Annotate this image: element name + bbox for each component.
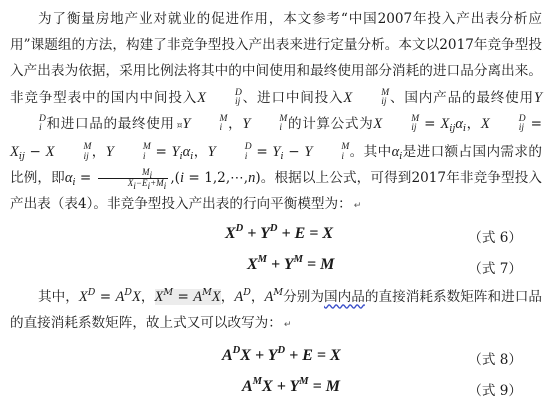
- equation-6-label: （式 6）: [468, 229, 522, 246]
- text: 年非竞争型投入产出表（表: [10, 170, 543, 213]
- text: 年投入产出表分析应用”课题组的方法，构建了非竞争型投入产出表来进行定量分析。本文以: [10, 11, 542, 54]
- text: 2007: [377, 11, 413, 27]
- math-xm-ij: X M ij: [343, 87, 390, 108]
- text: 。其中: [349, 144, 392, 161]
- formula-3: Y M i = $Y_i\alpha_i$: [105, 142, 194, 163]
- formula-xd: $X^D = A^DX$: [78, 286, 141, 305]
- paragraph-2: 其中，$X^D = A^DX$，$X^M = A^MX$，$A^D$，$A^M$分别为国内品的直接消耗系数矩阵和进口品的直接消耗系数矩阵，故上式又可以改写为： ↵: [10, 286, 543, 331]
- equation-9-formula: $A^MX + Y^M = M$: [242, 376, 340, 396]
- format-mark: ¤: [176, 120, 183, 131]
- text: ，: [220, 288, 235, 305]
- paragraph-1: 为了衡量房地产业对就业的促进作用，本文参考“中国2007年投入产出表分析应用”课题组的方法，构建了非竞争型投入产出表来进行定量分析。本文以2017年竞争型投入产出表为依据，采用比例法将其中的中间使用和最终使用部分消耗的进口品分离出来。非竞争型表中的国内中间投入X D ij 、进口中间投入X M ij 、国内产品的最终使用Y D i 和进口品的最终使用 ¤Y M i ，Y M i 的计算公式为X M ij = $X_{ij}\alpha_i$，X D ij = $X_{ij} - X$ M ij ，Y M i = $Y_i\alpha_i$，Y D i = $Y_i - Y$ M i 。其中$\alpha_i$是进口额占国内需求的比例，即$\alpha_i$ = $\frac{M_i}{X_i-E_i+M_i}$ ,(i = 1,2,⋯,n)。根据以上公式，可得到2017年非竞争型投入产出表（表4）。非竞争型投入产出表的行向平衡模型为： ↵: [10, 11, 543, 213]
- equation-8: [10, 342, 542, 373]
- text: 其中，: [38, 288, 79, 305]
- text: 、进口中间投入: [241, 89, 344, 106]
- formula-xm: $X^M = A^MX$: [154, 286, 221, 305]
- equation-8-label: （式 8）: [468, 352, 522, 369]
- equation-7-label: （式 7）: [468, 260, 522, 277]
- text: 是进口额占国内需求的比例，即: [10, 144, 542, 187]
- text: 4: [77, 196, 87, 213]
- equation-6: [10, 220, 542, 251]
- equation-7: [10, 251, 542, 282]
- equation-9-label: （式 9）: [468, 383, 522, 400]
- text: 2017: [411, 170, 447, 187]
- math-xd-ij: X D ij: [197, 87, 242, 108]
- equation-6-formula: $X^D + Y^D + E = X$: [225, 222, 334, 242]
- equation-8-formula: $A^DX + Y^D + E = X$: [222, 345, 341, 365]
- text: 分别为: [283, 288, 324, 305]
- math-yd-i: Y D i: [39, 89, 543, 134]
- text: 为了衡量房地产业对就业的促进作用，本文参考“中国: [38, 11, 378, 27]
- equation-7-formula: $X^M + Y^M = M$: [247, 253, 335, 273]
- text: ）。非竞争型投入产出表的行向平衡模型为：: [86, 196, 352, 213]
- formula-4: Y D i = $Y_i - Y$ M i: [207, 142, 350, 163]
- formula-1: X M ij = $X_{ij}\alpha_i$: [373, 113, 467, 134]
- text: 2017: [439, 37, 474, 54]
- text: 年竞争型投入产出表为依据，采用比例法将其中的中间使用和最终使用部分消耗的进口品分离出来。非竞争型表中的国内中间投入: [10, 37, 543, 106]
- math-ym-i: Y M i: [182, 113, 228, 134]
- format-mark: ↵: [353, 201, 362, 212]
- formula-alpha: $\alpha_i$ = $\frac{M_i}{X_i-E_i+M_i}$ ,(i = 1,2,⋯,n): [64, 167, 261, 193]
- text: 。根据以上公式，可得到: [260, 170, 412, 187]
- text: 和进口品的最终使用: [45, 115, 175, 132]
- format-mark: ↵: [283, 319, 292, 330]
- text: 的直接消耗系数矩阵和进口品的直接消耗系数矩阵，故上式又可以改写为：: [10, 288, 543, 331]
- equation-9: [10, 373, 542, 404]
- text: 的计算公式为: [287, 115, 374, 132]
- formula-2: X D ij = $X_{ij} - X$ M ij: [10, 113, 543, 163]
- text: 、国内产品的最终使用: [389, 89, 534, 106]
- spellcheck-underlined-text: 国内品: [324, 288, 365, 305]
